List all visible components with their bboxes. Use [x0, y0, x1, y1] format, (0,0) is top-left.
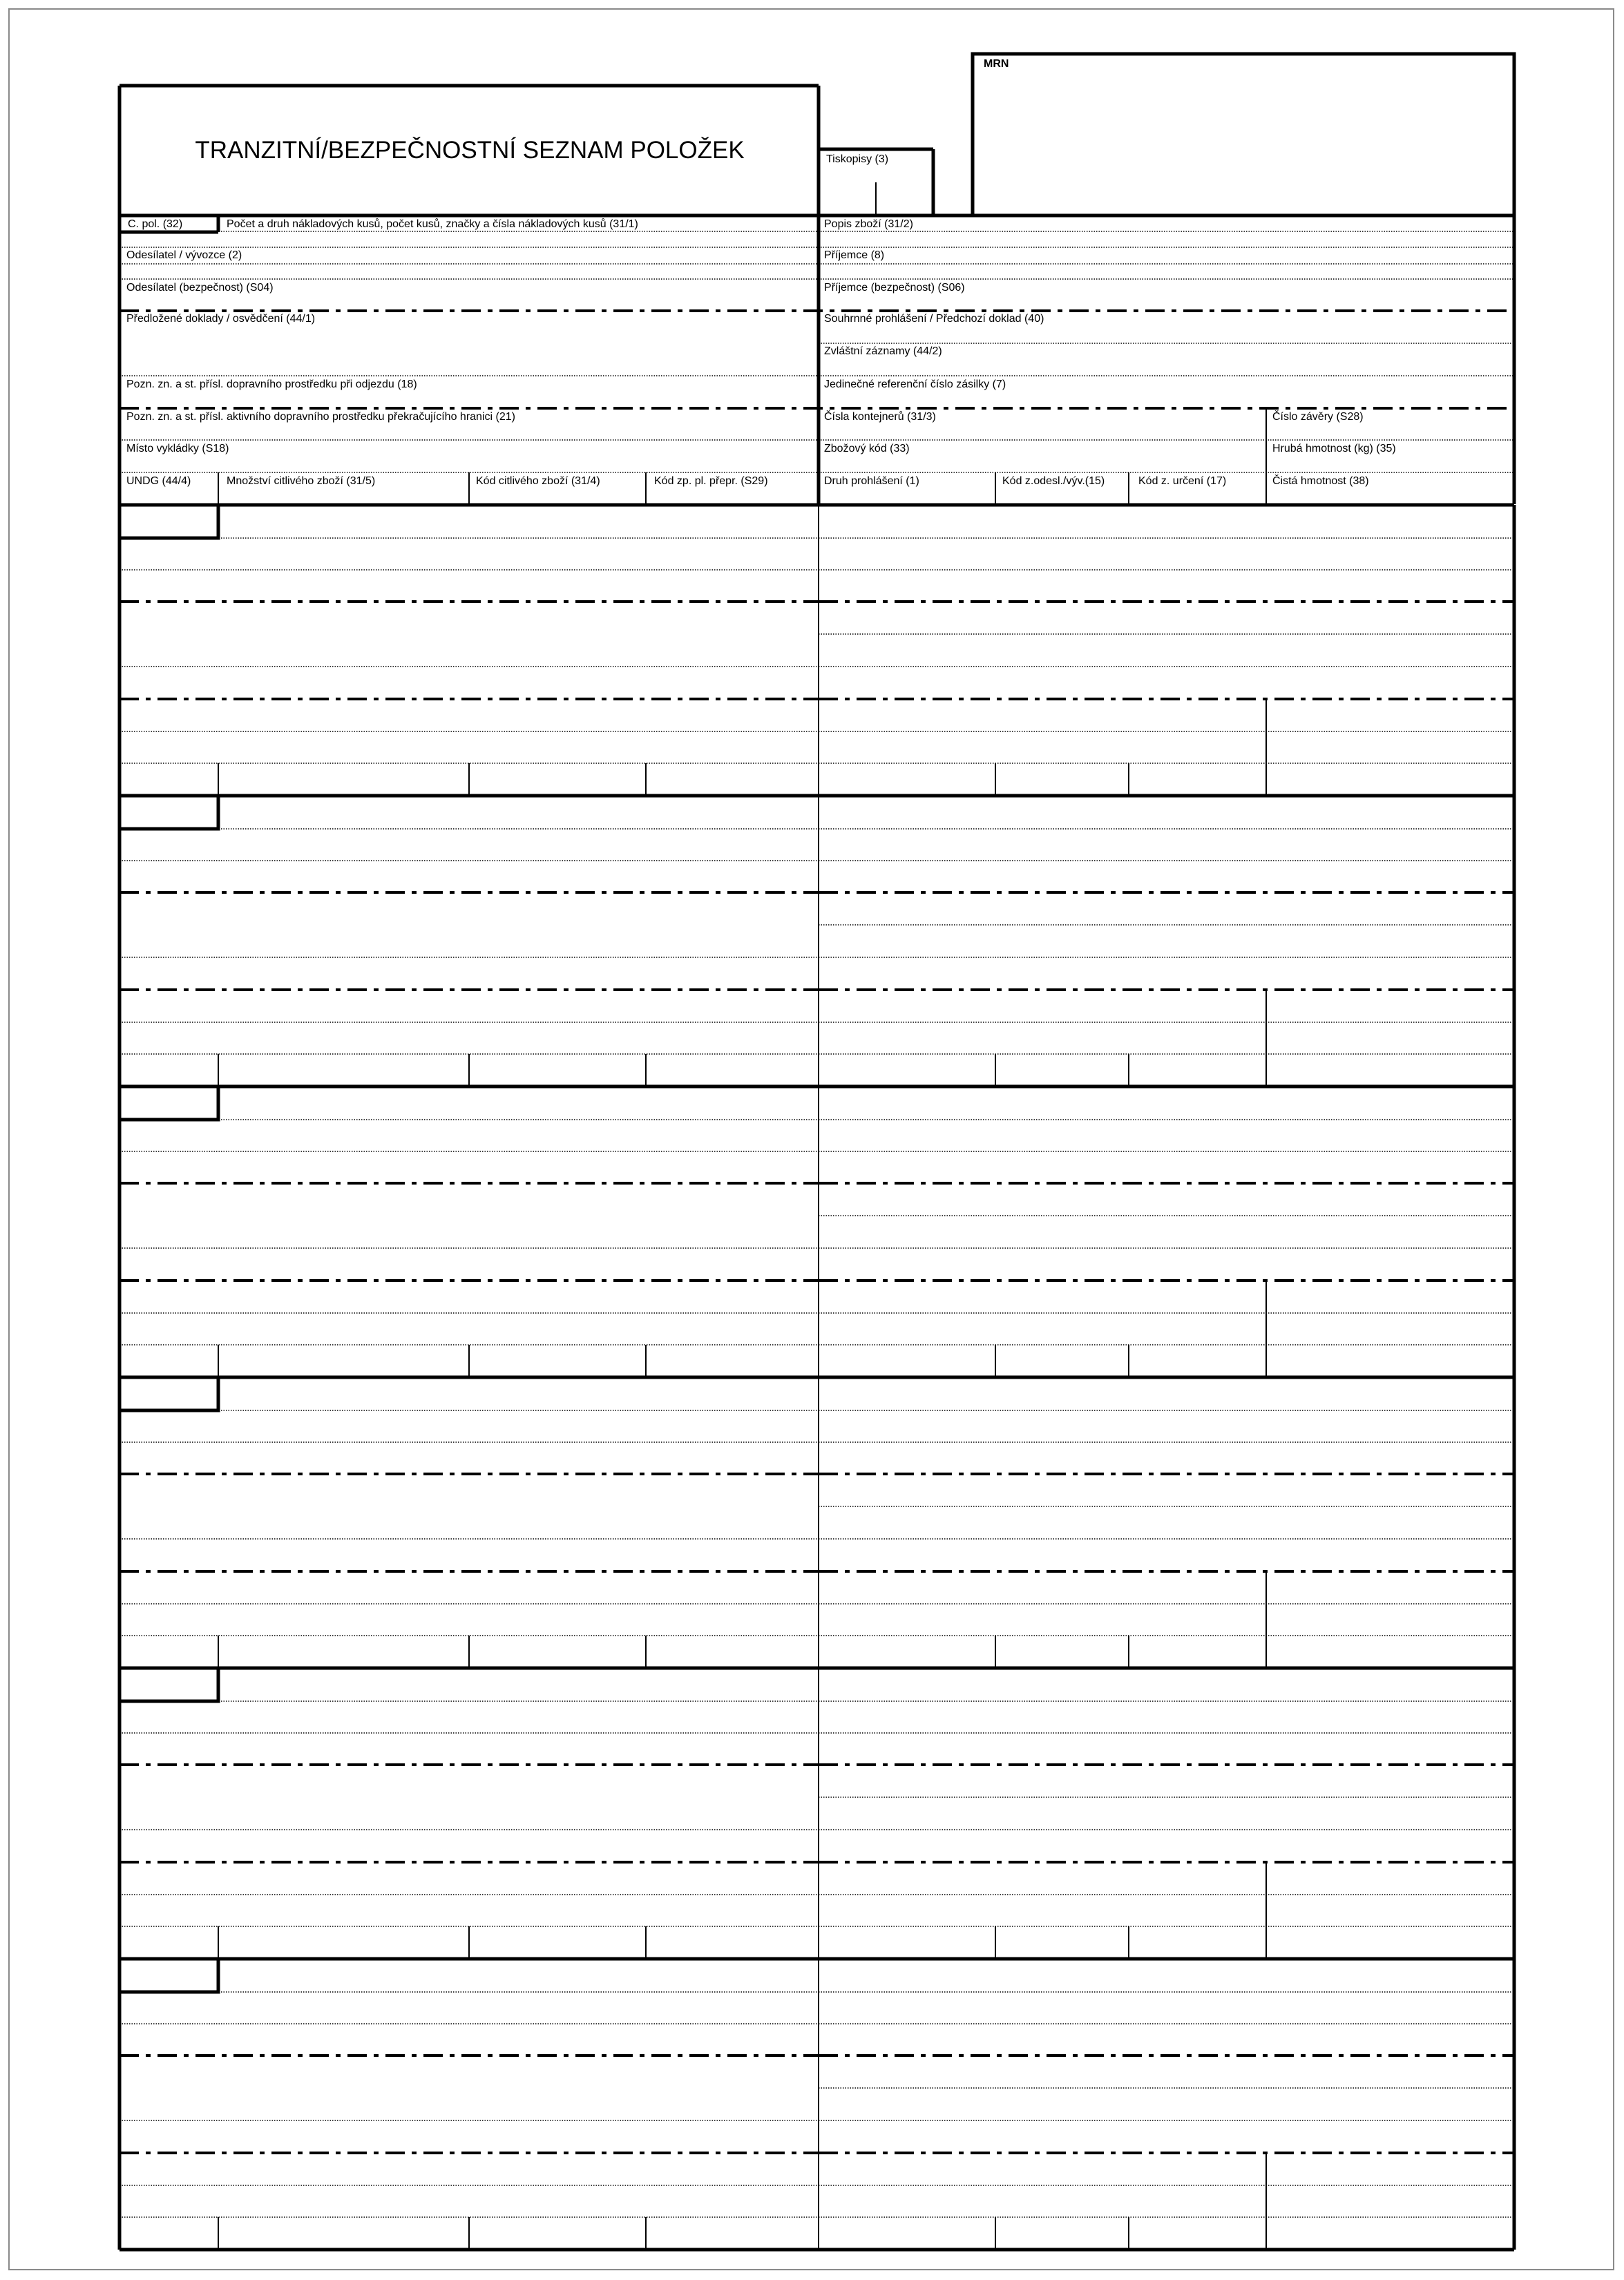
- label-pozn-odjezd: Pozn. zn. a st. přísl. dopravního prostředku při odjezdu (18): [126, 379, 417, 390]
- tiskopisy-field[interactable]: [819, 149, 933, 211]
- label-kod-z-odesl: Kód z.odesl./výv.(15): [1002, 475, 1105, 487]
- label-cislo-zavery: Číslo závěry (S28): [1272, 411, 1364, 423]
- label-zbozovy-kod: Zbožový kód (33): [824, 443, 910, 454]
- label-cista-hmotnost: Čistá hmotnost (38): [1272, 475, 1369, 487]
- item-entry-area[interactable]: [122, 541, 1504, 793]
- label-predlozene-doklady: Předložené doklady / osvědčení (44/1): [126, 313, 316, 325]
- item-entry-area[interactable]: [122, 1413, 1504, 1665]
- label-souhrnne: Souhrnné prohlášení / Předchozí doklad (40): [824, 313, 1044, 325]
- label-c-pol: C. pol. (32): [128, 218, 183, 230]
- label-cisla-kontejneru: Čísla kontejnerů (31/3): [824, 411, 936, 423]
- item-entry-area[interactable]: [122, 1995, 1504, 2247]
- label-mnozstvi-citliveho: Množství citlivého zboží (31/5): [227, 475, 376, 487]
- item-number-field[interactable]: [122, 1962, 216, 1989]
- label-zvlastni: Zvláštní záznamy (44/2): [824, 345, 942, 357]
- label-kod-citliveho: Kód citlivého zboží (31/4): [476, 475, 600, 487]
- label-popis-zbozi: Popis zboží (31/2): [824, 218, 913, 230]
- label-pozn-aktivni: Pozn. zn. a st. přísl. aktivního dopravního prostředku překračujícího hranici (21): [126, 411, 515, 423]
- item-number-field[interactable]: [122, 1380, 216, 1408]
- label-druh-prohlaseni: Druh prohlášení (1): [824, 475, 919, 487]
- label-misto-vykladky: Místo vykládky (S18): [126, 443, 229, 454]
- label-undg: UNDG (44/4): [126, 475, 191, 487]
- label-jedinecne: Jedinečné referenční číslo zásilky (7): [824, 379, 1006, 390]
- item-number-field[interactable]: [122, 798, 216, 826]
- item-entry-area[interactable]: [122, 1122, 1504, 1374]
- label-kod-z-urceni: Kód z. určení (17): [1138, 475, 1227, 487]
- label-hruba-hmotnost: Hrubá hmotnost (kg) (35): [1272, 443, 1396, 454]
- label-prijemce-bezp: Příjemce (bezpečnost) (S06): [824, 282, 965, 294]
- label-odesilatel: Odesílatel / vývozce (2): [126, 249, 242, 261]
- tiskopisy-label: Tiskopisy (3): [826, 153, 889, 165]
- item-number-field[interactable]: [122, 508, 216, 535]
- item-entry-area[interactable]: [122, 832, 1504, 1084]
- mrn-field[interactable]: [973, 55, 1514, 211]
- label-pocet-druh: Počet a druh nákladových kusů, počet kusů, značky a čísla nákladových kusů (31/1): [227, 218, 638, 230]
- item-entry-area[interactable]: [122, 1704, 1504, 1956]
- item-number-field[interactable]: [122, 1671, 216, 1698]
- label-prijemce: Příjemce (8): [824, 249, 885, 261]
- mrn-label: MRN: [984, 58, 1009, 70]
- label-odesilatel-bezp: Odesílatel (bezpečnost) (S04): [126, 282, 274, 294]
- form-title: TRANZITNÍ/BEZPEČNOSTNÍ SEZNAM POLOŽEK: [195, 137, 745, 164]
- label-kod-zp-pl: Kód zp. pl. přepr. (S29): [654, 475, 768, 487]
- item-number-field[interactable]: [122, 1089, 216, 1117]
